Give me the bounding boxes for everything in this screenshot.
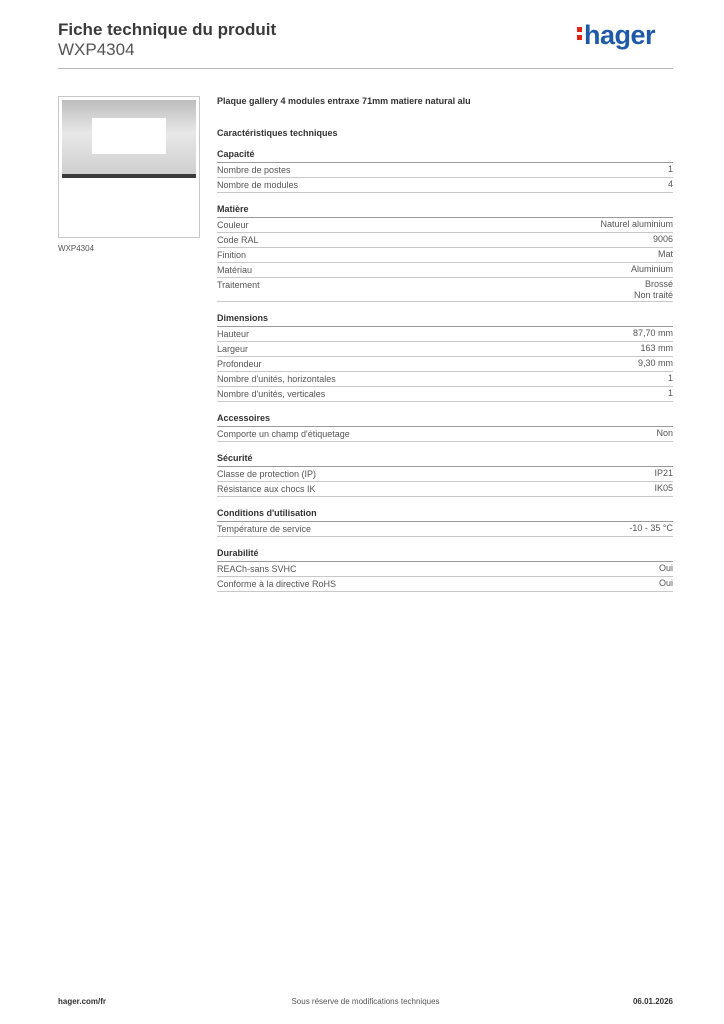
- spec-row: [217, 372, 673, 387]
- spec-label: Traitement: [217, 280, 260, 290]
- product-reference: WXP4304: [58, 40, 135, 59]
- spec-value-line: 163 mm: [640, 343, 673, 353]
- plate-illustration: [62, 100, 196, 178]
- section-title: Durabilité: [217, 547, 673, 562]
- spec-label: Conforme à la directive RoHS: [217, 579, 337, 589]
- footer-date: 06.01.2026: [632, 997, 673, 1006]
- spec-value-line: 9006: [652, 234, 673, 244]
- spec-value: [629, 523, 673, 536]
- spec-row: [217, 278, 673, 302]
- spec-value-line: Naturel aluminium: [600, 219, 673, 229]
- page-header: [58, 20, 673, 60]
- hager-logo: [577, 20, 655, 51]
- spec-label: Classe de protection (IP): [217, 469, 317, 479]
- spec-value: [633, 328, 673, 341]
- spec-value-line: 87,70 mm: [632, 328, 673, 338]
- spec-value: [631, 264, 673, 277]
- spec-label: REACh-sans SVHC: [217, 564, 297, 574]
- spec-value-line: 1: [667, 388, 673, 398]
- product-image: [58, 96, 200, 238]
- spec-value-line: Oui: [658, 578, 673, 588]
- spec-row: [217, 233, 673, 248]
- spec-row: [217, 357, 673, 372]
- spec-label: Hauteur: [217, 329, 250, 339]
- spec-value-line: Non traité: [633, 290, 673, 300]
- spec-panel: [217, 96, 673, 592]
- spec-section: [217, 507, 673, 537]
- section-title: Accessoires: [217, 412, 673, 427]
- spec-sections: [217, 148, 673, 592]
- section-title: Capacité: [217, 148, 673, 163]
- spec-row: [217, 178, 673, 193]
- footer-website[interactable]: hager.com/fr: [58, 997, 107, 1006]
- spec-value-line: 1: [667, 373, 673, 383]
- spec-row: [217, 577, 673, 592]
- spec-value: [634, 279, 673, 301]
- spec-value-line: Oui: [658, 563, 673, 573]
- spec-row: [217, 562, 673, 577]
- spec-label: Matériau: [217, 265, 253, 275]
- section-title: Dimensions: [217, 312, 673, 327]
- section-title: Matière: [217, 203, 673, 218]
- spec-row: [217, 163, 673, 178]
- section-title: Sécurité: [217, 452, 673, 467]
- spec-section: [217, 547, 673, 592]
- spec-row: [217, 427, 673, 442]
- characteristics-heading: Caractéristiques techniques: [217, 128, 338, 138]
- spec-value: [640, 343, 673, 356]
- spec-section: [217, 148, 673, 193]
- spec-value: [659, 578, 673, 591]
- spec-label: Nombre d'unités, verticales: [217, 389, 326, 399]
- spec-row: [217, 482, 673, 497]
- spec-label: Nombre d'unités, horizontales: [217, 374, 336, 384]
- product-description: Plaque gallery 4 modules entraxe 71mm matiere natural alu: [217, 96, 471, 106]
- spec-value: [668, 179, 673, 192]
- spec-section: [217, 203, 673, 302]
- spec-row: [217, 218, 673, 233]
- spec-value: [668, 164, 673, 177]
- spec-label: Largeur: [217, 344, 249, 354]
- spec-row: [217, 327, 673, 342]
- spec-value-line: Non: [656, 428, 673, 438]
- footer-disclaimer: Sous réserve de modifications techniques: [291, 997, 440, 1006]
- spec-value-line: -10 - 35 °C: [629, 523, 673, 533]
- spec-value-line: Brossé: [644, 279, 673, 289]
- spec-value: [658, 249, 673, 262]
- header-divider: [58, 68, 673, 69]
- spec-value-line: IK05: [654, 483, 673, 493]
- spec-row: [217, 248, 673, 263]
- spec-row: [217, 522, 673, 537]
- spec-value: [638, 358, 673, 371]
- spec-label: Température de service: [217, 524, 312, 534]
- spec-value: [656, 428, 673, 441]
- spec-label: Couleur: [217, 220, 249, 230]
- spec-value-line: Aluminium: [630, 264, 673, 274]
- spec-value: [653, 234, 673, 247]
- product-image-caption: WXP4304: [58, 244, 95, 253]
- page-title: Fiche technique du produit: [58, 20, 277, 39]
- spec-section: [217, 452, 673, 497]
- logo-text: hager: [583, 20, 655, 50]
- spec-value: [654, 468, 673, 481]
- spec-label: Résistance aux chocs IK: [217, 484, 316, 494]
- spec-section: [217, 312, 673, 402]
- spec-label: Finition: [217, 250, 247, 260]
- spec-label: Nombre de postes: [217, 165, 291, 175]
- spec-value-line: 9,30 mm: [637, 358, 673, 368]
- spec-row: [217, 342, 673, 357]
- spec-value: [668, 373, 673, 386]
- spec-value-line: IP21: [654, 468, 673, 478]
- spec-label: Comporte un champ d'étiquetage: [217, 429, 350, 439]
- spec-label: Profondeur: [217, 359, 262, 369]
- spec-row: [217, 387, 673, 402]
- spec-label: Nombre de modules: [217, 180, 299, 190]
- section-title: Conditions d'utilisation: [217, 507, 673, 522]
- spec-value: [654, 483, 673, 496]
- logo-dots-icon: [577, 24, 582, 43]
- plate-window: [92, 118, 166, 154]
- spec-row: [217, 467, 673, 482]
- spec-row: [217, 263, 673, 278]
- spec-value-line: Mat: [657, 249, 673, 259]
- spec-value: [659, 563, 673, 576]
- spec-value-line: 1: [667, 164, 673, 174]
- spec-value: [600, 219, 673, 232]
- spec-label: Code RAL: [217, 235, 259, 245]
- spec-value-line: 4: [667, 179, 673, 189]
- spec-value: [668, 388, 673, 401]
- spec-section: [217, 412, 673, 442]
